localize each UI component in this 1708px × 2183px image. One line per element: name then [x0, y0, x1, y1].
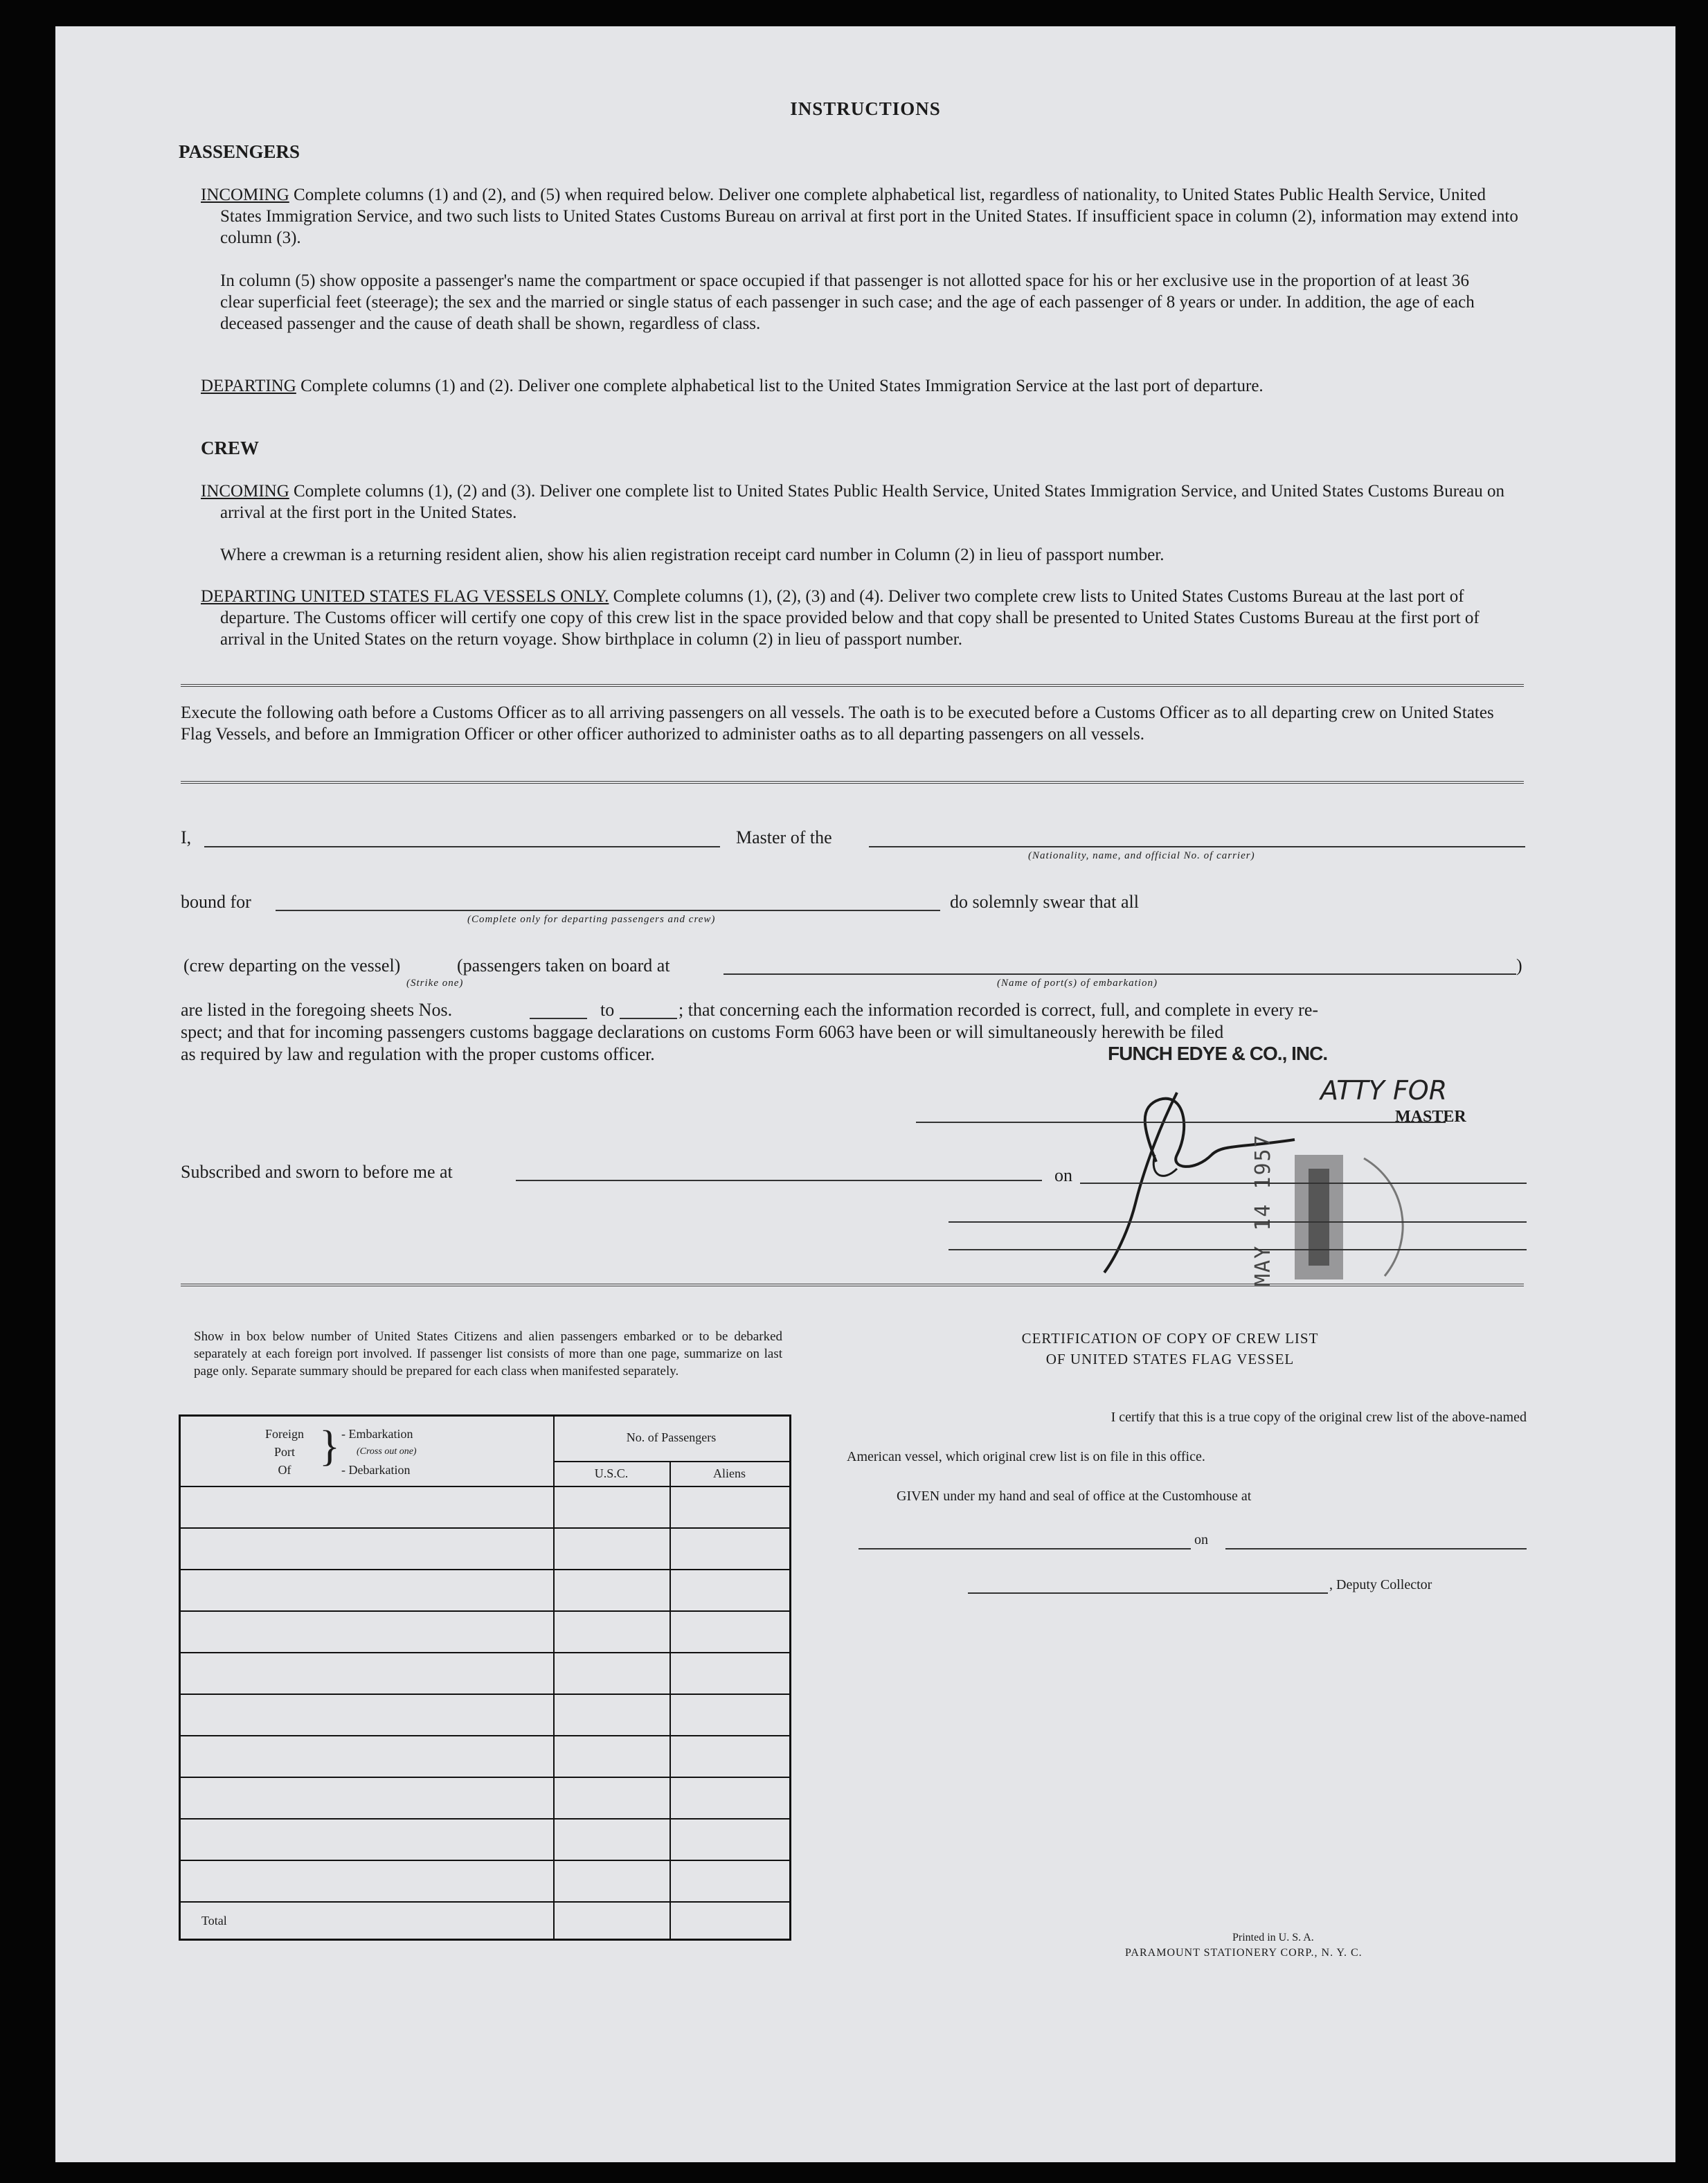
solemnly-swear-label: do solemnly swear that all	[950, 892, 1139, 912]
form-sheet	[55, 26, 1675, 2162]
passengers-heading: PASSENGERS	[179, 141, 300, 162]
crew-incoming-lead: INCOMING	[201, 482, 289, 501]
subscribed-label: Subscribed and sworn to before me at	[181, 1162, 453, 1182]
table-row	[181, 1860, 789, 1861]
officer-title-line[interactable]	[949, 1249, 1527, 1250]
debarkation-option[interactable]: - Debarkation	[341, 1463, 411, 1477]
foreign-label: Foreign	[265, 1427, 304, 1441]
certification-text-1: I certify that this is a true copy of the original crew list of the above-named	[1111, 1410, 1527, 1425]
table-row	[181, 1818, 789, 1820]
brace-glyph: }	[319, 1423, 340, 1470]
summary-instruction: Show in box below number of United States Citizens and alien passengers embarked or to be debarked separately at each foreign port involved. If passenger list consists of more than one page, summarize on last page only. Separate summary should be prepared for each class when manifested separately.	[194, 1329, 782, 1378]
master-signature-line[interactable]	[916, 1122, 1446, 1123]
table-header-divider	[553, 1461, 789, 1462]
passengers-incoming-paragraph	[201, 184, 1522, 249]
certification-date-field[interactable]	[1225, 1548, 1527, 1549]
listed-text-line-2: spect; and that for incoming passengers customs baggage declarations on customs Form 6063 have been or will simultaneously herewith be filed	[181, 1022, 1224, 1042]
listed-sheets-label: are listed in the foregoing sheets Nos.	[181, 1000, 453, 1020]
crew-incoming-text: Complete columns (1), (2) and (3). Deliver one complete list to United States Public Health Service, United States Immigration Service, and United States Customs Bureau on arrival at the first port in the United States.	[220, 482, 1504, 522]
passengers-departing-text: Complete columns (1) and (2). Deliver one complete alphabetical list to the United States Immigration Service at the last port of departure.	[296, 377, 1264, 395]
listed-to-label: to	[600, 1000, 615, 1020]
passenger-summary-table	[179, 1414, 791, 1941]
aliens-header: Aliens	[713, 1466, 746, 1480]
crew-heading: CREW	[201, 438, 260, 458]
divider	[181, 781, 1524, 784]
embark-debark-header	[341, 1425, 417, 1479]
certification-heading	[872, 1328, 1468, 1369]
printed-in-usa: Printed in U. S. A.	[1232, 1932, 1314, 1943]
deputy-collector-label: , Deputy Collector	[1329, 1577, 1432, 1592]
divider	[181, 684, 1524, 687]
passengers-incoming-text: Complete columns (1) and (2), and (5) when required below. Deliver one complete alphabetical list, regardless of nationality, to United States Public Health Service, United States Immigration Service, and two such lists to United States Customs Bureau on arrival at first port in the United States. If insufficient space in column (2), information may extend into column (3).	[220, 186, 1518, 247]
oath-instruction: Execute the following oath before a Customs Officer as to all arriving passengers on all vessels. The oath is to be executed before a Customs Officer as to all departing crew on United States Flag Vessels, and before an Immigration Officer or other officer authorized to administer oaths as to all departing passengers on all vessels.	[181, 703, 1494, 744]
table-col-divider	[669, 1461, 671, 1939]
usc-header: U.S.C.	[594, 1466, 629, 1480]
sheet-to-field[interactable]	[620, 1018, 677, 1019]
cross-out-hint: (Cross out one)	[357, 1446, 417, 1457]
carrier-field[interactable]	[869, 846, 1525, 847]
printer-credit: PARAMOUNT STATIONERY CORP., N. Y. C.	[1125, 1947, 1363, 1959]
no-passengers-header: No. of Passengers	[626, 1430, 717, 1444]
oath-i-label: I,	[181, 827, 192, 847]
crew-departing-option[interactable]: (crew departing on the vessel)	[183, 955, 401, 976]
officer-signature-line[interactable]	[949, 1221, 1527, 1223]
table-row	[181, 1694, 789, 1695]
page-title: INSTRUCTIONS	[790, 98, 941, 119]
table-row	[181, 1735, 789, 1736]
passengers-incoming-lead: INCOMING	[201, 186, 289, 204]
strike-one-hint: (Strike one)	[406, 978, 464, 989]
bound-for-field[interactable]	[276, 910, 940, 911]
date-stamp: MAY 14 1957	[1251, 1133, 1275, 1286]
passengers-departing-lead: DEPARTING	[201, 377, 296, 395]
passengers-column5-paragraph: In column (5) show opposite a passenger's name the compartment or space occupied if that passenger is not allotted space for his or her exclusive use in the proportion of at least 36 clear superficial feet (steerage); the sex and the married or single status of each passenger in such case; and the age of each passenger of 8 years or under. In addition, the age of each deceased passenger and the cause of death shall be shown, regardless of class.	[220, 271, 1475, 333]
customhouse-place-field[interactable]	[859, 1548, 1191, 1549]
atty-for-handwriting: ATTY FOR	[1320, 1075, 1448, 1106]
company-stamp: FUNCH EDYE & CO., INC.	[1108, 1043, 1328, 1064]
divider	[181, 1284, 1524, 1286]
subscribed-place-field[interactable]	[516, 1180, 1042, 1181]
crew-departing-text: Complete columns (1), (2), (3) and (4). Deliver two complete crew lists to United States Customs Bureau at the last port of departure. The Customs officer will certify one copy of this crew list in the space provided below and that copy shall be presented to United States Customs Bureau at the first port of arrival in the United States on the return voyage. Show birthplace in column (2) in lieu of passport number.	[220, 587, 1480, 649]
certification-text-3: GIVEN under my hand and seal of office at the Customhouse at	[897, 1489, 1252, 1504]
passengers-taken-option[interactable]: (passengers taken on board at	[457, 955, 670, 976]
table-header-bottom	[181, 1486, 789, 1487]
certification-on-label: on	[1194, 1532, 1208, 1547]
crew-departing-paragraph	[201, 586, 1522, 650]
master-name-field[interactable]	[204, 846, 720, 847]
bound-for-label: bound for	[181, 892, 251, 912]
certification-heading-line-1: CERTIFICATION OF COPY OF CREW LIST	[1021, 1330, 1319, 1347]
table-row	[181, 1527, 789, 1529]
crew-resident-paragraph: Where a crewman is a returning resident alien, show his alien registration receipt card number in Column (2) in lieu of passport number.	[220, 546, 1165, 564]
port-label: Port	[273, 1445, 295, 1459]
certification-heading-line-2: OF UNITED STATES FLAG VESSEL	[1045, 1351, 1295, 1367]
passengers-departing-paragraph	[201, 375, 1522, 397]
table-row	[181, 1610, 789, 1612]
of-label: Of	[278, 1463, 291, 1477]
total-label: Total	[201, 1914, 227, 1928]
master-of-the-label: Master of the	[736, 827, 832, 847]
subscribed-date-field[interactable]	[1080, 1183, 1527, 1184]
deputy-collector-signature[interactable]	[968, 1592, 1328, 1594]
sheet-from-field[interactable]	[530, 1018, 587, 1019]
embarkation-ports-field[interactable]	[723, 973, 1516, 975]
table-row	[181, 1901, 789, 1903]
customs-seal-stamp	[1281, 1148, 1426, 1286]
embarkation-option[interactable]: - Embarkation	[341, 1427, 413, 1441]
table-row	[181, 1777, 789, 1778]
foreign-port-header	[250, 1425, 319, 1479]
subscribed-on-label: on	[1054, 1165, 1072, 1185]
carrier-hint: (Nationality, name, and official No. of carrier)	[1028, 850, 1255, 861]
listed-text-line-1: ; that concerning each the information recorded is correct, full, and complete in every re-	[678, 1000, 1319, 1020]
table-row	[181, 1569, 789, 1570]
listed-text-line-3: as required by law and regulation with the proper customs officer.	[181, 1044, 655, 1064]
table-row	[181, 1652, 789, 1653]
crew-incoming-paragraph	[201, 480, 1522, 523]
ports-hint: (Name of port(s) of embarkation)	[997, 978, 1158, 989]
crew-departing-lead: DEPARTING UNITED STATES FLAG VESSELS ONLY.	[201, 587, 609, 606]
bound-for-hint: (Complete only for departing passengers and crew)	[467, 914, 716, 925]
close-paren: )	[1516, 955, 1522, 976]
certification-text-2: American vessel, which original crew list is on file in this office.	[847, 1449, 1205, 1464]
master-label: MASTER	[1395, 1108, 1466, 1126]
